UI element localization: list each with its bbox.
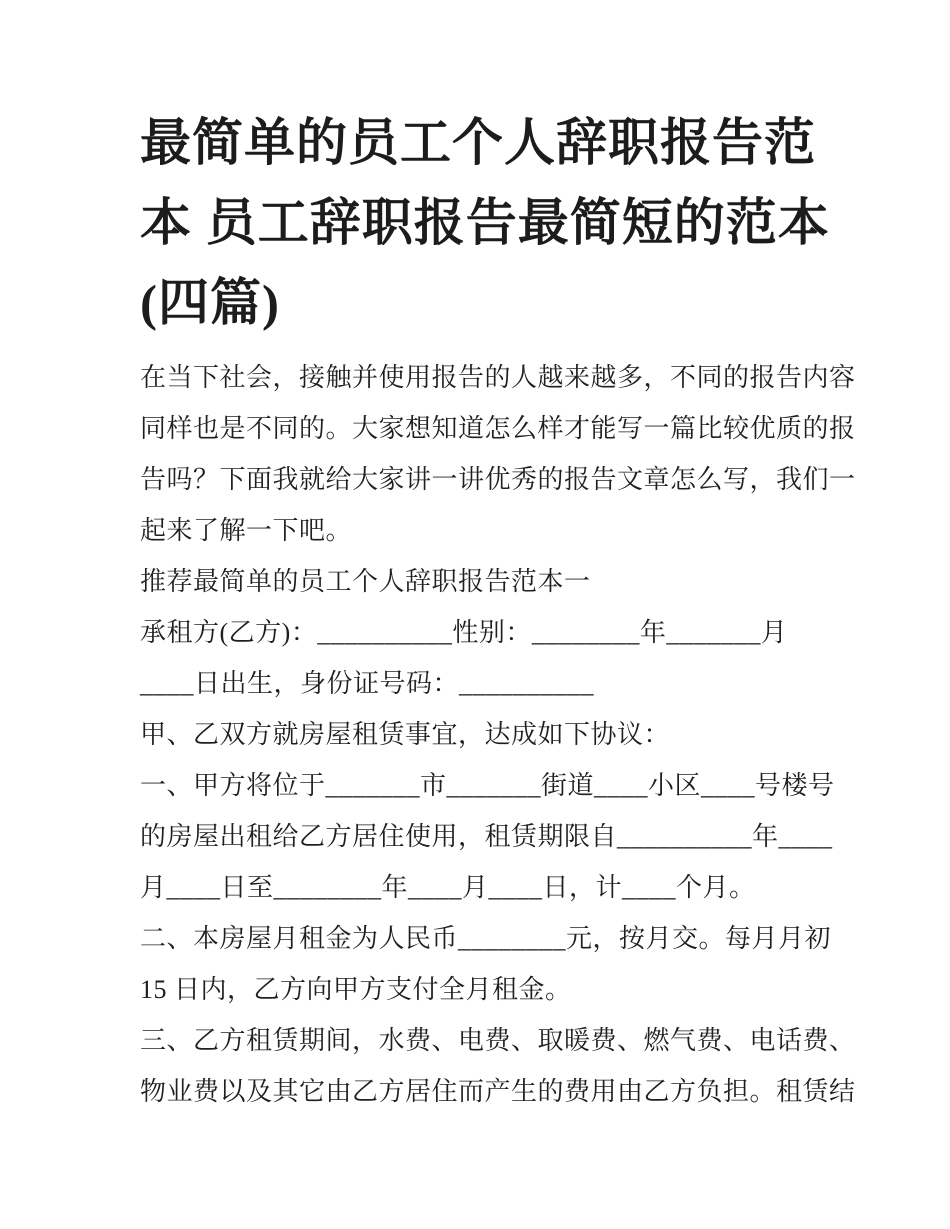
body-line: 推荐最简单的员工个人辞职报告范本一 [140,567,591,596]
body-line: 三、乙方租赁期间，水费、电费、取暖费、燃气费、电话费、 [140,1026,856,1055]
body-line: 甲、乙双方就房屋租赁事宜，达成如下协议： [140,720,671,749]
body-line: 15 日内，乙方向甲方支付全月租金。 [140,975,572,1004]
body-line: 物业费以及其它由乙方居住而产生的费用由乙方负担。租赁结 [140,1077,856,1106]
body-line: 同样也是不同的。大家想知道怎么样才能写一篇比较优质的报 [140,414,856,443]
body-line: 起来了解一下吧。 [140,516,353,545]
body-line: ____日出生，身份证号码：__________ [140,669,595,698]
body-line: 一、甲方将位于_______市_______街道____小区____号楼号 [140,771,835,800]
title-line: (四篇) [140,276,280,332]
body-line: 月____日至________年____月____日，计____个月。 [140,873,756,902]
body-line: 的房屋出租给乙方居住使用，租赁期限自__________年____ [140,822,833,851]
title-line: 最简单的员工个人辞职报告范 [140,116,817,172]
document-body [140,352,856,1117]
body-line: 二、本房屋月租金为人民币________元，按月交。每月月初 [140,924,832,953]
document-title [140,104,840,344]
title-line: 本 员工辞职报告最简短的范本 [140,196,830,252]
body-line: 在当下社会，接触并使用报告的人越来越多，不同的报告内容 [140,363,856,392]
body-line: 告吗？下面我就给大家讲一讲优秀的报告文章怎么写，我们一 [140,465,856,494]
body-line: 承租方(乙方)：__________性别：________年_______月 [140,618,788,647]
